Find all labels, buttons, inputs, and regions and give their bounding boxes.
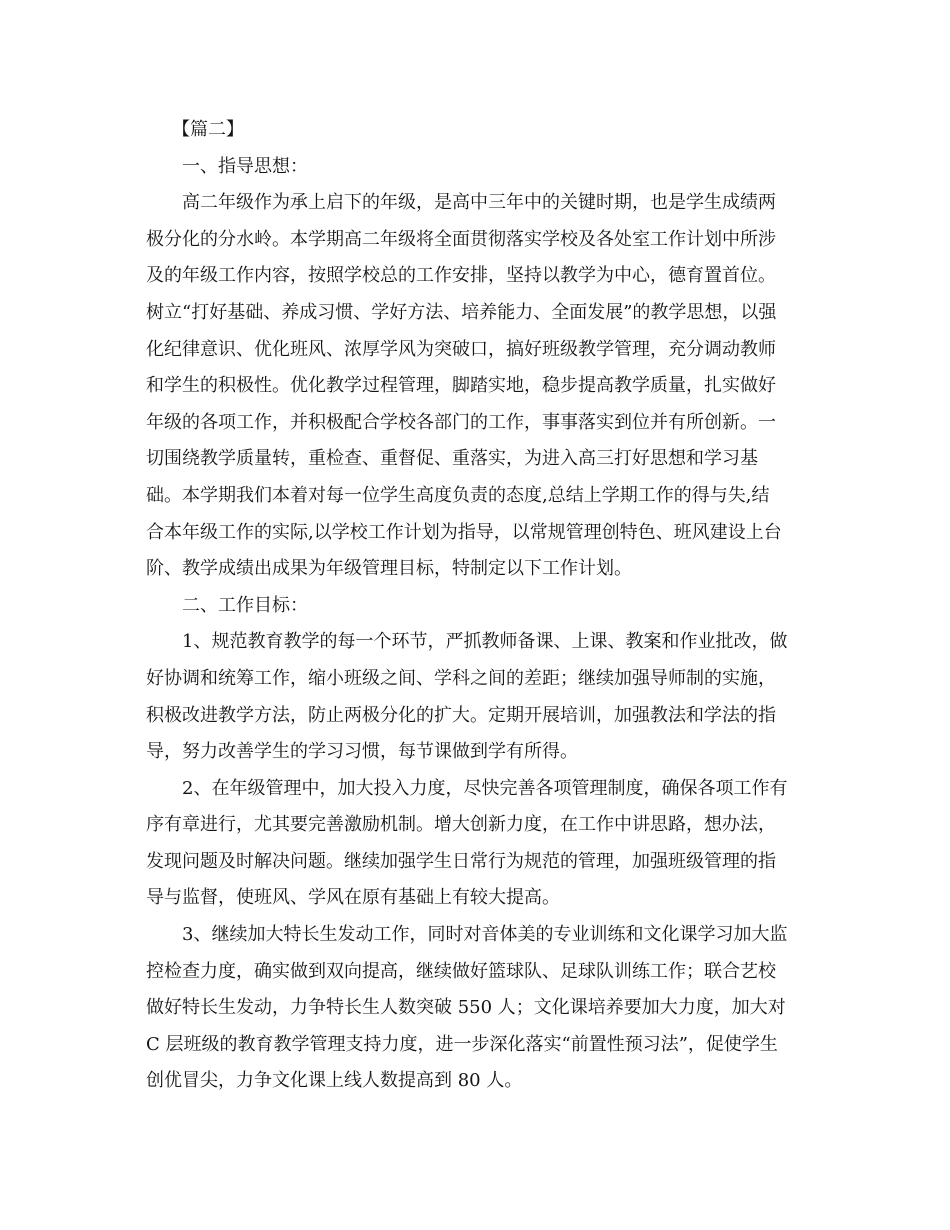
paragraph-line: 控检查力度，确实做到双向提高，继续做好篮球队、足球队训练工作；联合艺校 — [146, 960, 776, 982]
paragraph-line: 础。本学期我们本着对每一位学生高度负责的态度,总结上学期工作的得与失,结 — [146, 484, 770, 506]
paragraph-guiding-thought — [146, 185, 806, 588]
paragraph-line: 导，努力改善学生的学习习惯，每节课做到学有所得。 — [146, 741, 578, 763]
heading-work-goals: 二、工作目标： — [182, 594, 308, 616]
paragraph-line: 及的年级工作内容，按照学校总的工作安排，坚持以教学为中心，德育置首位。 — [146, 265, 776, 287]
paragraph-line: 创优冒尖，力争文化课上线人数提高到 80 人。 — [146, 1070, 523, 1092]
paragraph-line: 和学生的积极性。优化教学过程管理，脚踏实地，稳步提高教学质量，扎实做好 — [146, 375, 776, 397]
heading-guiding-thought: 一、指导思想： — [182, 155, 308, 177]
paragraph-goal-3 — [146, 917, 806, 1100]
paragraph-line: 2、在年级管理中，加大投入力度，尽快完善各项管理制度，确保各项工作有 — [182, 777, 788, 799]
paragraph-line: 化纪律意识、优化班风、浓厚学风为突破口，搞好班级教学管理，充分调动教师 — [146, 338, 776, 360]
paragraph-line: 合本年级工作的实际,以学校工作计划为指导，以常规管理创特色、班风建设上台 — [146, 521, 782, 543]
paragraph-goal-2 — [146, 771, 806, 917]
paragraph-line: 阶、教学成绩出成果为年级管理目标，特制定以下工作计划。 — [146, 558, 632, 580]
section-heading: 【篇二】 — [172, 119, 244, 140]
paragraph-line: 树立“打好基础、养成习惯、学好方法、培养能力、全面发展”的教学思想，以强 — [146, 301, 777, 323]
paragraph-line: 高二年级作为承上启下的年级，是高中三年中的关键时期，也是学生成绩两 — [182, 192, 776, 214]
paragraph-line: 做好特长生发动，力争特长生人数突破 550 人；文化课培养要加大力度，加大对 — [146, 997, 786, 1019]
paragraph-line: 切围绕教学质量转，重检查、重督促、重落实，为进入高三打好思想和学习基 — [146, 448, 758, 470]
paragraph-line: 发现问题及时解决问题。继续加强学生日常行为规范的管理，加强班级管理的指 — [146, 850, 776, 872]
paragraph-line: 年级的各项工作，并积极配合学校各部门的工作，事事落实到位并有所创新。一 — [146, 411, 776, 433]
paragraph-line: C 层班级的教育教学管理支持力度，进一步深化落实“前置性预习法”，促使学生 — [146, 1033, 778, 1055]
paragraph-line: 积极改进教学方法，防止两极分化的扩大。定期开展培训，加强教法和学法的指 — [146, 704, 776, 726]
paragraph-line: 1、规范教育教学的每一个环节，严抓教师备课、上课、教案和作业批改，做 — [182, 631, 788, 653]
paragraph-line: 好协调和统筹工作，缩小班级之间、学科之间的差距；继续加强导师制的实施， — [146, 667, 776, 689]
paragraph-line: 3、继续加大特长生发动工作，同时对音体美的专业训练和文化课学习加大监 — [182, 924, 788, 946]
paragraph-line: 导与监督，使班风、学风在原有基础上有较大提高。 — [146, 887, 560, 909]
paragraph-line: 序有章进行，尤其要完善激励机制。增大创新力度，在工作中讲思路，想办法， — [146, 814, 776, 836]
paragraph-line: 极分化的分水岭。本学期高二年级将全面贯彻落实学校及各处室工作计划中所涉 — [146, 228, 776, 250]
document-page — [146, 112, 806, 1100]
paragraph-goal-1 — [146, 624, 806, 770]
